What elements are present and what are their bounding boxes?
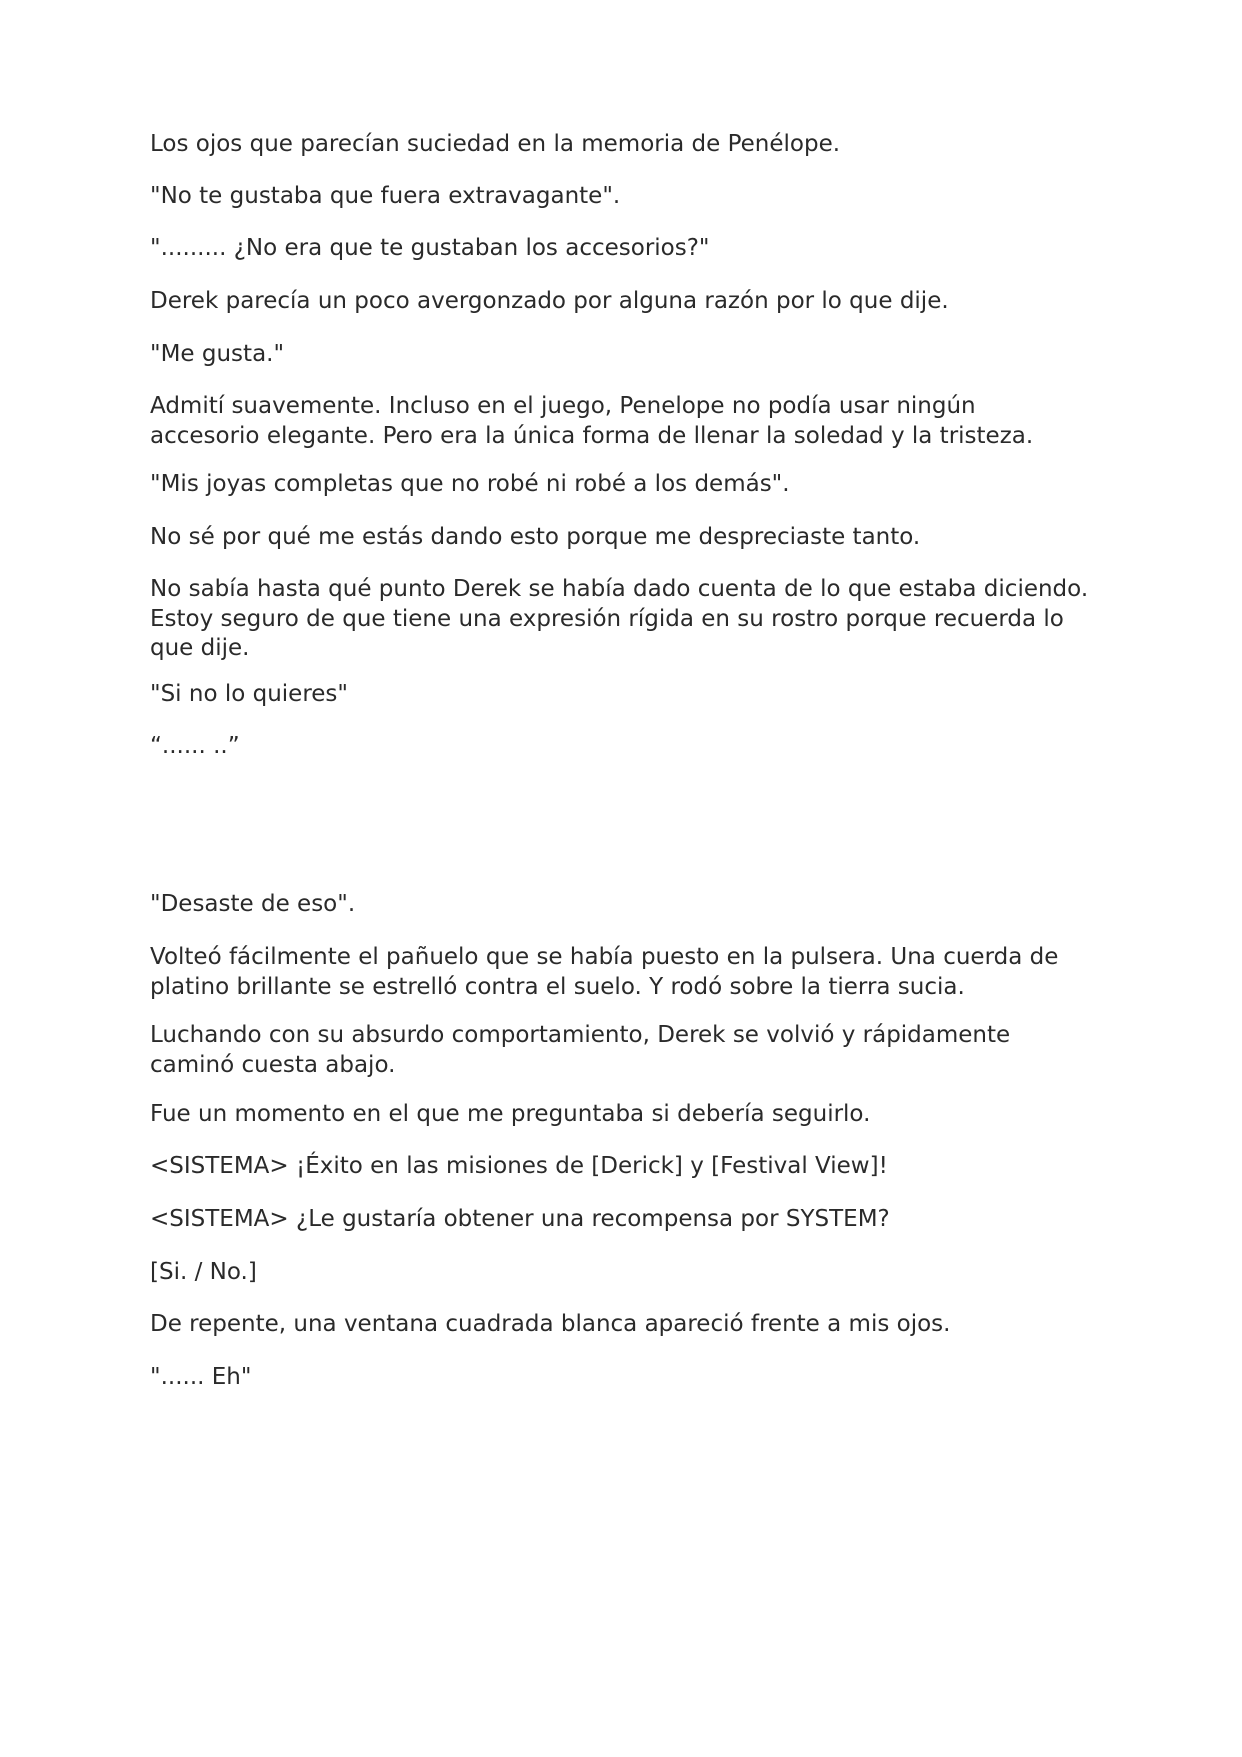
paragraph: "...... Eh" <box>150 1364 252 1390</box>
paragraph: "......... ¿No era que te gustaban los accesorios?" <box>150 235 710 261</box>
paragraph: Volteó fácilmente el pañuelo que se había puesto en la pulsera. Una cuerda de platino brillante se estrelló contra el suelo. Y rodó sobre la tierra sucia. <box>150 944 1059 1000</box>
paragraph: Admití suavemente. Incluso en el juego, Penelope no podía usar ningún accesorio elegante. Pero era la única forma de llenar la soledad y la tristeza. <box>150 393 1034 449</box>
paragraph: "Si no lo quieres" <box>150 681 348 707</box>
paragraph: "No te gustaba que fuera extravagante". <box>150 183 621 209</box>
paragraph: Fue un momento en el que me preguntaba si debería seguirlo. <box>150 1101 871 1127</box>
paragraph: Luchando con su absurdo comportamiento, Derek se volvió y rápidamente caminó cuesta abajo. <box>150 1022 1011 1078</box>
system-message: <SISTEMA> ¿Le gustaría obtener una recompensa por SYSTEM? <box>150 1206 890 1232</box>
paragraph: De repente, una ventana cuadrada blanca apareció frente a mis ojos. <box>150 1311 951 1337</box>
paragraph: Los ojos que parecían suciedad en la memoria de Penélope. <box>150 131 841 157</box>
paragraph: No sabía hasta qué punto Derek se había dado cuenta de lo que estaba diciendo. Estoy seguro de que tiene una expresión rígida en su rostro porque recuerda lo que dije. <box>150 576 1089 661</box>
paragraph: Derek parecía un poco avergonzado por alguna razón por lo que dije. <box>150 288 949 314</box>
system-message: <SISTEMA> ¡Éxito en las misiones de [Derick] y [Festival View]! <box>150 1153 888 1179</box>
paragraph: No sé por qué me estás dando esto porque me despreciaste tanto. <box>150 524 921 550</box>
paragraph: "Mis joyas completas que no robé ni robé a los demás". <box>150 471 790 497</box>
paragraph: "Desaste de eso". <box>150 891 356 917</box>
paragraph: “...... ..” <box>150 733 240 759</box>
system-choice: [Si. / No.] <box>150 1259 257 1285</box>
paragraph: "Me gusta." <box>150 341 285 367</box>
